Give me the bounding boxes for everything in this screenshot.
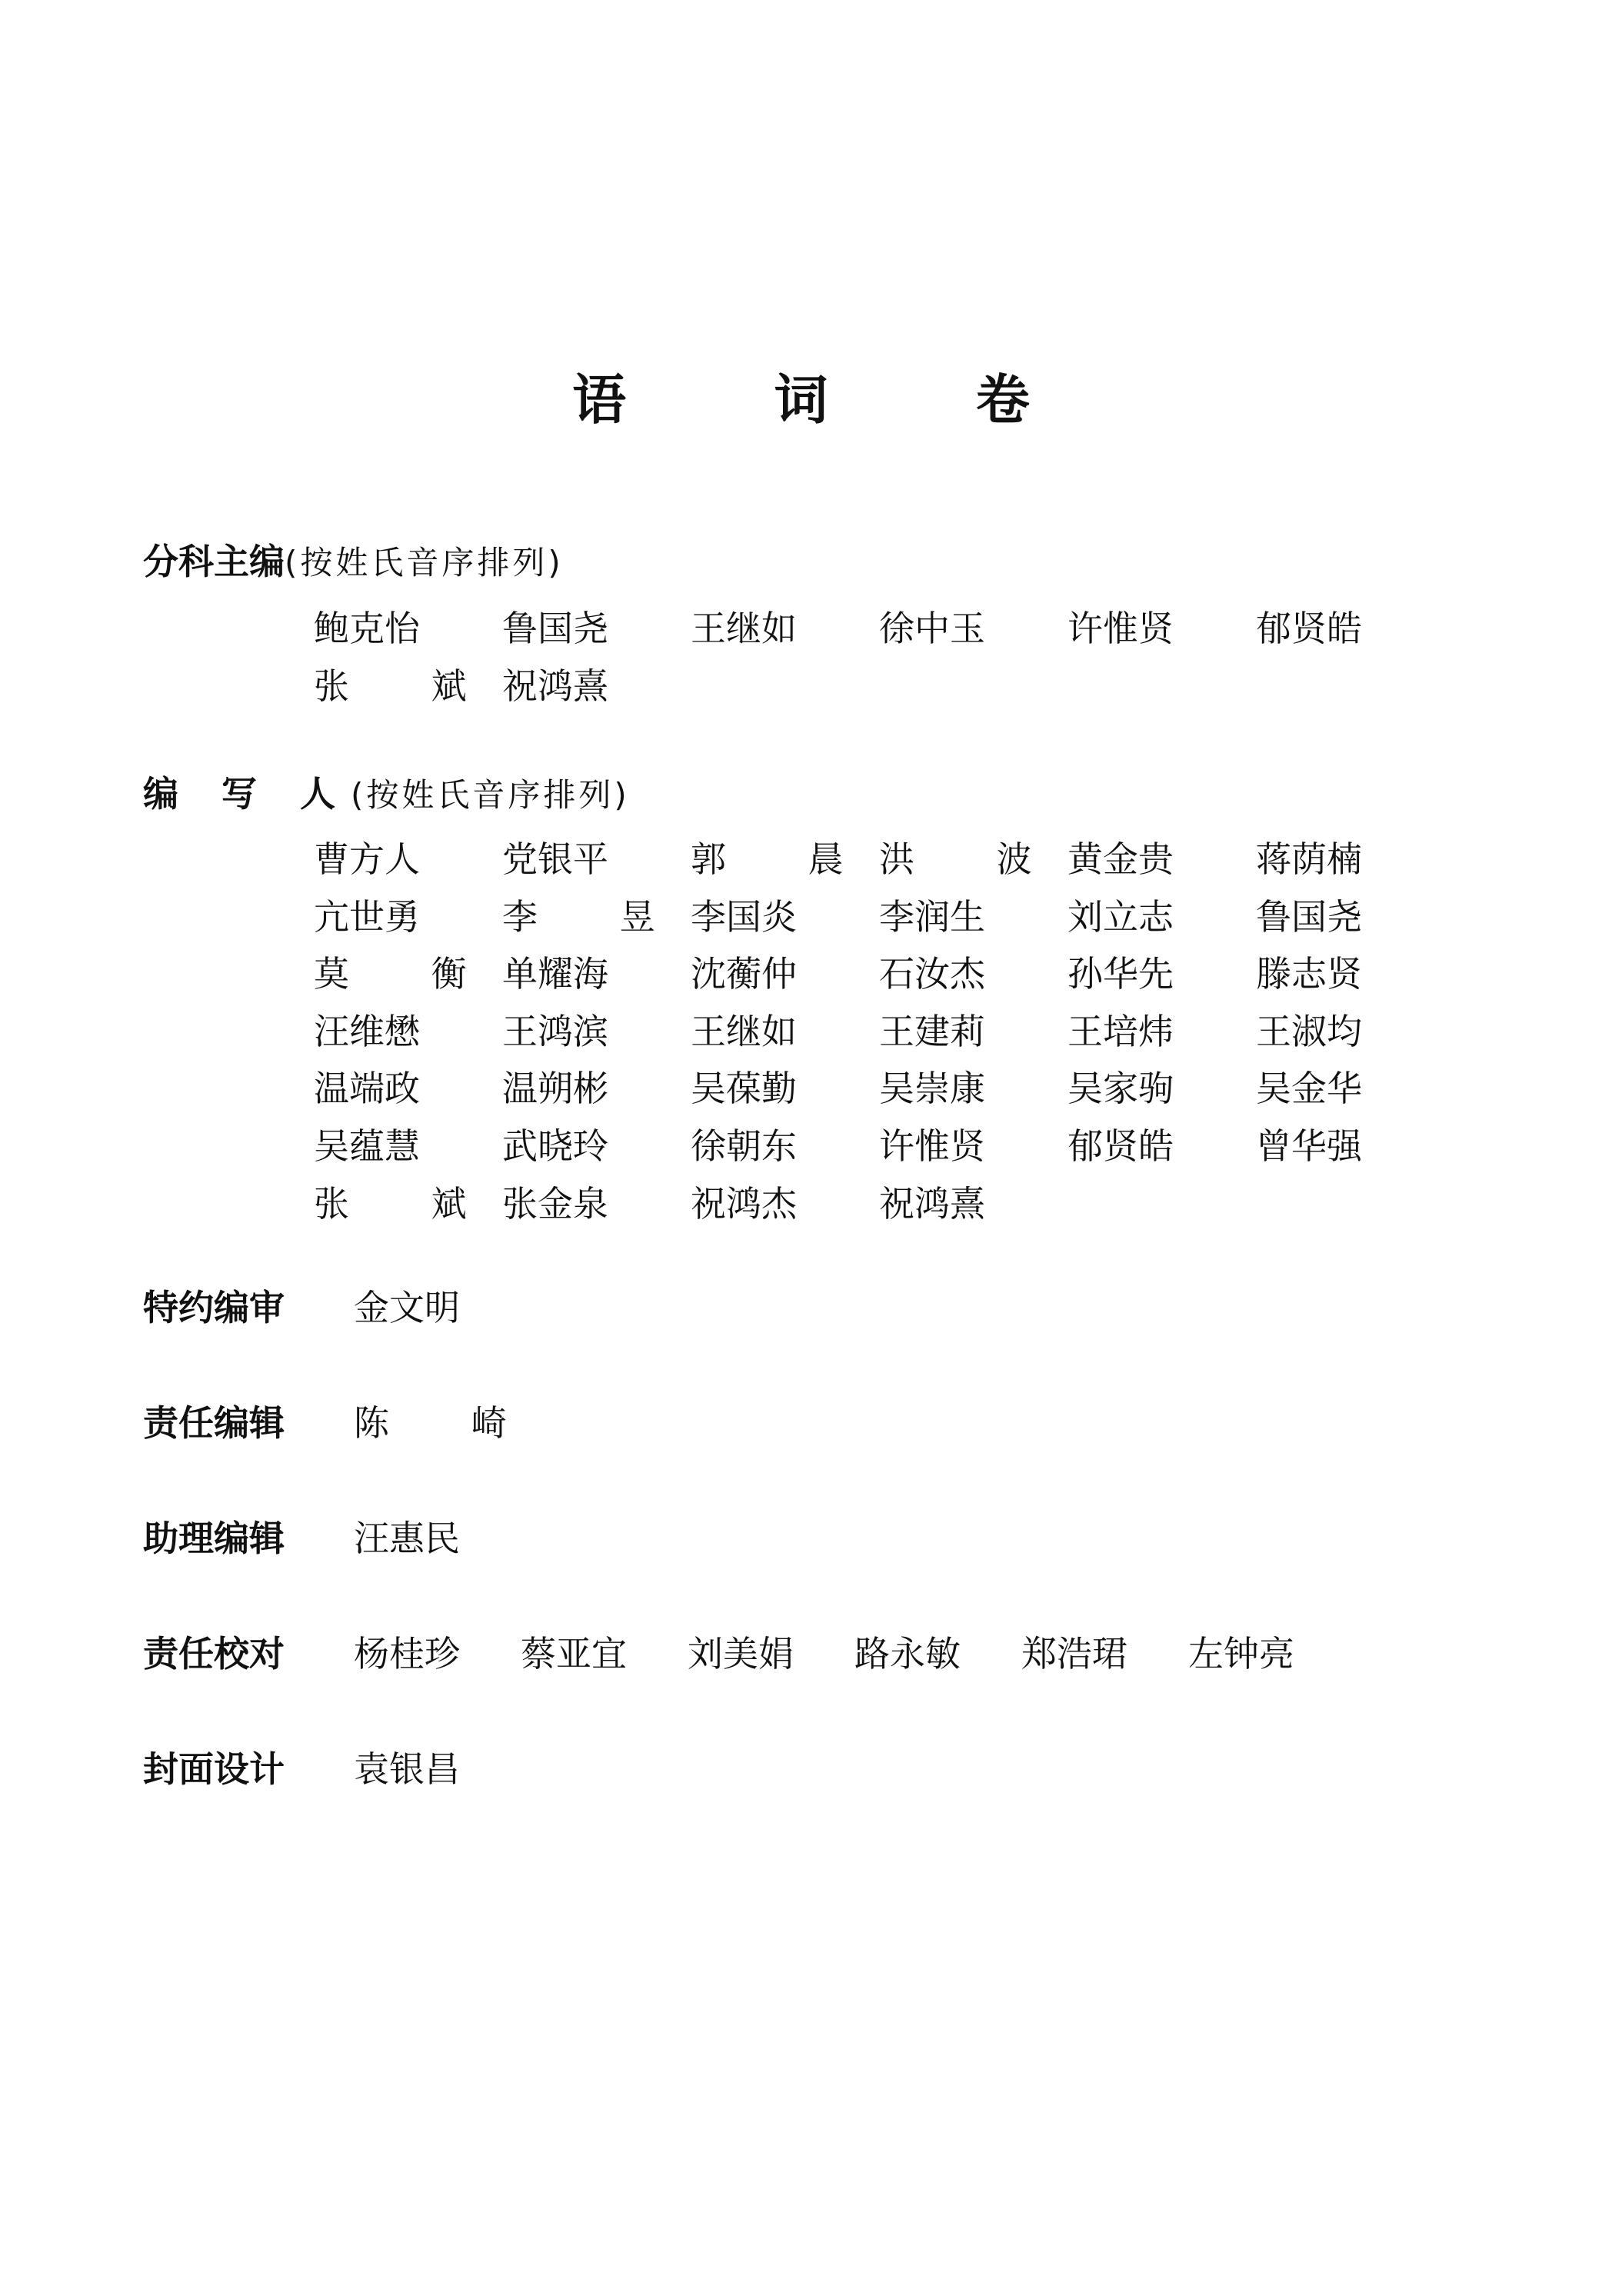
responsible-editor-row [143, 1394, 542, 1448]
person-name: 郭 晨 [691, 838, 879, 880]
editors-section-label: 分科主编 [143, 541, 285, 582]
responsible-editor-label: 责任编辑 [143, 1402, 285, 1444]
proofreader-name: 蔡亚宜 [521, 1633, 627, 1675]
page-title: 语 词 卷 [572, 368, 1094, 432]
person-name: 亢世勇 [314, 895, 420, 938]
person-name: 祝鸿熹 [502, 665, 608, 707]
proofreader-name: 杨桂珍 [354, 1633, 460, 1675]
person-name: 许惟贤 [1067, 608, 1174, 649]
person-name: 温朔彬 [502, 1068, 608, 1110]
person-name: 温端政 [314, 1068, 420, 1110]
person-name: 李 昱 [502, 895, 691, 938]
cover-design-label: 封面设计 [143, 1748, 285, 1790]
proofreader-name: 郑浩珺 [1021, 1633, 1127, 1675]
person-name: 王继如 [691, 1010, 797, 1052]
person-name: 吴崇康 [879, 1068, 985, 1110]
cover-design-row [143, 1740, 460, 1794]
person-name: 滕志贤 [1256, 953, 1362, 995]
person-name: 莫 衡 [314, 953, 502, 995]
proofreader-name: 左钟亮 [1188, 1633, 1294, 1675]
responsible-editor-name: 陈 崎 [354, 1402, 542, 1444]
proofreader-name: 刘美娟 [688, 1633, 794, 1675]
editors-name-list [314, 600, 1444, 715]
person-name: 王鸿滨 [502, 1010, 608, 1052]
person-name: 祝鸿熹 [879, 1182, 985, 1225]
cover-design-name: 袁银昌 [354, 1748, 460, 1790]
person-name: 洪 波 [879, 838, 1067, 880]
person-name: 郁贤皓 [1256, 608, 1362, 649]
proofreader-name: 路永敏 [854, 1633, 961, 1675]
special-reviewer-label: 特约编审 [143, 1287, 285, 1328]
person-name: 沈蘅仲 [691, 953, 797, 995]
person-name: 徐朝东 [691, 1125, 797, 1167]
person-name: 张 斌 [314, 665, 502, 707]
person-name: 鲁国尧 [502, 608, 608, 649]
assistant-editor-row [143, 1509, 460, 1563]
assistant-editor-label: 助理编辑 [143, 1518, 285, 1559]
person-name: 曾华强 [1256, 1125, 1362, 1167]
person-name: 王培炜 [1067, 1010, 1174, 1052]
proofreaders-label: 责任校对 [143, 1633, 285, 1675]
person-name: 徐中玉 [879, 608, 985, 649]
person-name: 石汝杰 [879, 953, 985, 995]
editors-section-note: (按姓氏音序排列) [285, 544, 564, 581]
proofreaders-name-list [354, 1626, 1355, 1677]
person-name: 吴金华 [1256, 1068, 1362, 1110]
person-name: 刘立志 [1067, 895, 1174, 938]
person-name: 王淑均 [1256, 1010, 1362, 1052]
writers-section-note: (按姓氏音序排列) [351, 776, 630, 814]
person-name: 党银平 [502, 838, 608, 880]
person-name: 蒋荫楠 [1256, 838, 1362, 880]
editors-section-heading [143, 538, 564, 586]
person-name: 鲁国尧 [1256, 895, 1362, 938]
person-name: 鲍克怡 [314, 608, 420, 649]
person-name: 祝鸿杰 [691, 1182, 797, 1225]
writers-section-label: 编 写 人 [143, 773, 351, 815]
person-name: 孙华先 [1067, 953, 1174, 995]
person-name: 吴葆勤 [691, 1068, 797, 1110]
person-name: 黄金贵 [1067, 838, 1174, 880]
person-name: 李润生 [879, 895, 985, 938]
person-name: 张金泉 [502, 1182, 608, 1225]
person-name: 许惟贤 [879, 1125, 985, 1167]
person-name: 单耀海 [502, 953, 608, 995]
person-name: 吴家驹 [1067, 1068, 1174, 1110]
proofreaders-row [143, 1625, 1355, 1678]
writers-section-heading [143, 771, 630, 818]
person-name: 王继如 [691, 608, 797, 649]
writers-name-list [314, 831, 1444, 1232]
special-reviewer-row [143, 1278, 460, 1332]
person-name: 曹方人 [314, 838, 420, 880]
person-name: 王建莉 [879, 1010, 985, 1052]
person-name: 武晓玲 [502, 1125, 608, 1167]
person-name: 张 斌 [314, 1182, 502, 1225]
person-name: 郁贤皓 [1067, 1125, 1174, 1167]
person-name: 李国炎 [691, 895, 797, 938]
person-name: 汪维懋 [314, 1010, 420, 1052]
special-reviewer-name: 金文明 [354, 1287, 460, 1328]
assistant-editor-name: 汪惠民 [354, 1518, 460, 1559]
person-name: 吴蕴慧 [314, 1125, 420, 1167]
